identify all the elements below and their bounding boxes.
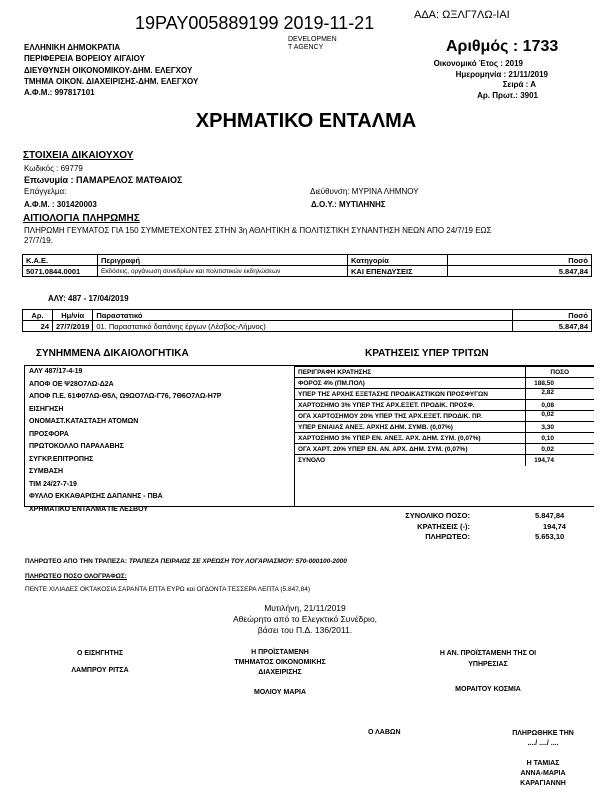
- stamp-line: DEVELOPMEN: [288, 36, 337, 43]
- col-document: Παραστατικό: [93, 310, 513, 321]
- fiscal-year: Οικονομικό Έτος : 2019: [433, 59, 523, 68]
- col-withholding-amount: ΠΟΣΟ: [525, 367, 594, 378]
- cell-date: 27/7/2019: [53, 321, 93, 332]
- table-header-row: [295, 367, 594, 378]
- beneficiary-name: Επωνυμία : ΠΑΜΑΡΕΛΟΣ ΜΑΤΘΑΙΟΣ: [24, 175, 183, 185]
- col-category: Κατηγορία: [348, 255, 448, 266]
- signature-title: Ο ΕΙΣΗΓΗΤΗΣ: [76, 650, 124, 657]
- cell-kae: 5071.0844.0001: [23, 266, 98, 277]
- total-value: 5.653,10: [535, 532, 565, 541]
- agency-stamp: [288, 36, 337, 52]
- org-line: Α.Φ.Μ.: 997817101: [24, 88, 95, 98]
- withholding-desc: ΧΑΡΤΟΣΗΜΟ 3% ΥΠΕΡ ΕΝ. ΑΝΕΞ. ΑΡΧ. ΔΗΜ. ΣΥΜ. (0,07%): [295, 433, 525, 444]
- amount-words-heading: ΠΛΗΡΩΤΕΟ ΠΟΣΟ ΟΛΟΓΡΑΦΩΣ:: [25, 573, 127, 580]
- signature-rapporteur: [40, 648, 160, 676]
- table-row: [295, 411, 594, 422]
- beneficiary-address: Διεύθυνση: ΜΥΡΙΝΑ ΛΗΜΝΟΥ: [310, 187, 419, 196]
- beneficiary-code: Κωδικός : 69779: [24, 164, 83, 173]
- col-amount: Ποσό: [448, 255, 592, 266]
- place-date: Μυτιλήνη, 21/11/2019: [264, 603, 346, 613]
- beneficiary-afm: Α.Φ.Μ. : 301420003: [24, 200, 97, 209]
- bank-value: ΤΡΑΠΕΖΑ ΠΕΙΡΑΙΩΣ ΣΕ ΧΡΕΩΣΗ ΤΟΥ ΛΟΓΑΡΙΑΣΜΟΥ: 570-000100-2000: [128, 558, 347, 565]
- org-line: ΔΙΕΥΘΥΝΣΗ ΟΙΚΟΝΟΜΙΚΟΥ-ΔΗΜ. ΕΛΕΓΧΟΥ: [24, 65, 193, 75]
- attached-list: [24, 365, 296, 513]
- withholding-amount: 2,82: [525, 389, 594, 400]
- list-item: ΣΥΓΚΡ.ΕΠΙΤΡΟΠΗΣ: [29, 455, 94, 463]
- total-label: ΣΥΝΟΛΙΚΟ ΠΟΣΟ:: [405, 511, 470, 520]
- table-row: [295, 389, 594, 400]
- table-row: [295, 422, 594, 433]
- kae-table: [22, 254, 592, 277]
- paid-date: ..../ ..../ ....: [527, 740, 559, 747]
- signature-title: ΤΜΗΜΑΤΟΣ ΟΙΚΟΝΟΜΙΚΗΣ: [234, 659, 326, 666]
- withholdings-row: [370, 522, 570, 533]
- withholding-desc: ΥΠΕΡ ΕΝΙΑΙΑΣ ΑΝΕΞ. ΑΡΧΗΣ ΔΗΜ. ΣΥΜΒ. (0,07%): [295, 422, 525, 433]
- list-item: ΑΠΟΦ Π.Ε. 61Φ07ΛΩ-Θ5Λ, Ω9ΩΟ7ΛΩ-Γ76, 7Θ6Ο7ΛΩ-Η7Ρ: [29, 393, 222, 400]
- withholding-total: 194,74: [525, 455, 594, 466]
- warrant-date: Ημερομηνία : 21/11/2019: [455, 69, 548, 79]
- withholdings-table: [295, 366, 594, 466]
- cell-amount: 5.847,84: [448, 266, 592, 277]
- cell-number: 24: [23, 321, 53, 332]
- list-item: ΑΛΥ 487/17-4-19: [29, 368, 83, 375]
- total-label: ΚΡΑΤΗΣΕΙΣ (-):: [417, 521, 470, 531]
- cell-amount: 5.847,84: [513, 321, 592, 332]
- list-item: ΤΙΜ 24/27-7-19: [29, 480, 77, 488]
- attached-heading: ΣΥΝΗΜΜΕΝΑ ΔΙΚΑΙΟΛΟΓΗΤΙΚΑ: [36, 348, 189, 359]
- place-date-block: [200, 603, 410, 636]
- withholding-amount: 0,02: [525, 411, 594, 422]
- justification-text-cont: 27/7/19.: [24, 236, 53, 245]
- table-row: [295, 433, 594, 444]
- withholding-total-label: ΣΥΝΟΛΟ: [295, 455, 525, 466]
- table-row: [295, 378, 594, 389]
- withholdings-box: [294, 365, 594, 507]
- receiver-label: Ο ΛΑΒΩΝ: [368, 729, 401, 736]
- col-amount: Ποσό: [513, 310, 592, 321]
- list-item: ΦΥΛΛΟ ΕΚΚΑΘΑΡΙΣΗΣ ΔΑΠΑΝΗΣ - ΠΒΑ: [29, 493, 163, 500]
- withholding-amount: 3,30: [525, 422, 594, 433]
- table-header-row: [23, 310, 592, 321]
- beneficiary-profession: Επάγγελμα:: [24, 187, 67, 196]
- withholding-desc: ΥΠΕΡ ΤΗΣ ΑΡΧΗΣ ΕΞΕΤΑΣΗΣ ΠΡΟΔΙΚΑΣΤΙΚΩΝ ΠΡΟΣΦΥΓΩΝ: [295, 389, 525, 400]
- withholding-amount: 0,02: [525, 444, 594, 455]
- cashier-name: ΑΝΝΑ-ΜΑΡΙΑ: [520, 770, 566, 777]
- signature-title: ΔΙΑΧΕΙΡΙΣΗΣ: [258, 669, 302, 676]
- bank-label: ΠΛΗΡΩΤΕΟ ΑΠΟ ΤΗΝ ΤΡΑΠΕΖΑ:: [25, 558, 127, 565]
- table-row: [295, 444, 594, 455]
- total-value: 194,74: [543, 521, 566, 531]
- page-title: ΧΡΗΜΑΤΙΚΟ ΕΝΤΑΛΜΑ: [195, 110, 417, 132]
- list-item: ΠΡΩΤΟΚΟΛΛΟ ΠΑΡΑΛΑΒΗΣ: [29, 443, 124, 450]
- table-row: [23, 321, 592, 332]
- signature-name: ΜΟΛΙΟΥ ΜΑΡΙΑ: [253, 689, 307, 696]
- cell-category: ΚΑΙ ΕΠΕΝΔΥΣΕΙΣ: [348, 266, 448, 277]
- list-item: ΠΡΟΣΦΟΡΑ: [29, 430, 69, 438]
- warrant-number: Αριθμός : 1733: [446, 38, 559, 55]
- cashier-surname: ΚΑΡΑΓΙΑΝΝΗ: [520, 780, 566, 787]
- org-line: ΕΛΛΗΝΙΚΗ ΔΗΜΟΚΡΑΤΙΑ: [24, 43, 121, 52]
- warrant-meta: [434, 59, 548, 101]
- list-item: ΧΡΗΜΑΤΙΚΟ ΕΝΤΑΛΜΑ ΠΕ ΛΕΣΒΟΥ: [29, 505, 148, 513]
- paid-label: ΠΛΗΡΩΘΗΚΕ ΤΗΝ: [512, 730, 574, 737]
- org-line: ΠΕΡΙΦΕΡΕΙΑ ΒΟΡΕΙΟΥ ΑΙΓΑΙΟΥ: [24, 54, 145, 64]
- ada-code: ΑΔΑ: ΩΞΛΓ7ΛΩ-ΙΑΙ: [414, 9, 510, 21]
- col-withholding-desc: ΠΕΡΙΓΡΑΦΗ ΚΡΑΤΗΣΗΣ: [295, 367, 525, 378]
- list-item: ΑΠΟΦ ΟΕ Ψ28Ο7ΛΩ-Δ2Α: [29, 380, 114, 388]
- list-item: ΕΙΣΗΓΗΣΗ: [29, 405, 64, 413]
- audit-note: Αθεώρητο από το Ελεγκτικό Συνέδριο,: [232, 614, 378, 624]
- withholding-desc: ΟΓΑ ΧΑΡΤ. 20% ΥΠΕΡ ΕΝ. ΑΝ. ΑΡΧ. ΔΗΜ. ΣΥΜ. (0,07%): [295, 444, 525, 455]
- payment-block: [478, 729, 608, 789]
- totals-block: [370, 511, 570, 543]
- col-date: Ημ/νία: [53, 310, 93, 321]
- table-row: [23, 266, 592, 277]
- cell-description: Εκδόσεις, οργάνωση συνεδρίων και πολιτιστικών εκδηλώσεων: [98, 266, 348, 277]
- justification-heading: ΑΙΤΙΟΛΟΓΙΑ ΠΛΗΡΩΜΗΣ: [23, 213, 140, 224]
- justification-text: ΠΛΗΡΩΜΗ ΓΕΥΜΑΤΟΣ ΓΙΑ 150 ΣΥΜΜΕΤΕΧΟΝΤΕΣ ΣΤΗΝ 3η ΑΘΛΗΤΙΚΗ & ΠΟΛΙΤΙΣΤΙΚΗ ΣΥΝΑΝΤΗΣΗ ΝΕΩΝ ΑΠΟ 24/7/19 ΕΩΣ: [24, 226, 492, 235]
- aly-reference: ΑΛΥ: 487 - 17/04/2019: [48, 294, 129, 303]
- protocol-number: Αρ. Πρωτ.: 3901: [477, 90, 538, 100]
- withholdings-heading: ΚΡΑΤΗΣΕΙΣ ΥΠΕΡ ΤΡΙΤΩΝ: [365, 348, 489, 359]
- withholding-amount: 0,08: [525, 400, 594, 411]
- signature-name: ΛΑΜΠΡΟΥ ΡΙΤΣΑ: [71, 667, 129, 674]
- bank-line: [25, 558, 347, 565]
- withholding-desc: ΧΑΡΤΟΣΗΜΟ 3% ΥΠΕΡ ΤΗΣ ΑΡΧ.ΕΞΕΤ. ΠΡΟΔΙΚ. ΠΡΟΣΦ.: [295, 400, 525, 411]
- withholding-amount: 188,50: [525, 378, 594, 389]
- signature-name: ΜΟΡΑΙΤΟΥ ΚΟΣΜΙΑ: [455, 686, 521, 693]
- col-number: Αρ.: [23, 310, 53, 321]
- stamp-line: T AGENCY: [288, 44, 324, 51]
- total-label: ΠΛΗΡΩΤΕΟ:: [425, 532, 470, 541]
- signature-title: ΥΠΗΡΕΣΙΑΣ: [468, 661, 508, 668]
- withholding-desc: ΟΓΑ ΧΑΡΤΟΣΗΜΟΥ 20% ΥΠΕΡ ΤΗΣ ΑΡΧ.ΕΞΕΤ. ΠΡΟΔΙΚ. ΠΡ.: [295, 411, 525, 422]
- cashier-title: Η ΤΑΜΙΑΣ: [526, 760, 560, 767]
- withholding-amount: 0,10: [525, 433, 594, 444]
- document-code: 19PAY005889199 2019-11-21: [135, 13, 375, 33]
- total-row: [370, 511, 570, 522]
- organization-block: [24, 42, 198, 98]
- org-line: ΤΜΗΜΑ ΟΙΚΟΝ. ΔΙΑΧΕΙΡΙΣΗΣ-ΔΗΜ. ΕΛΕΓΧΟΥ: [24, 76, 199, 86]
- beneficiary-doy: Δ.Ο.Υ.: ΜΥΤΙΛΗΝΗΣ: [311, 200, 386, 209]
- signature-head: [200, 648, 360, 698]
- list-item: ΣΥΜΒΑΣΗ: [29, 468, 64, 475]
- list-item: ΟΝΟΜΑΣΤ.ΚΑΤΑΣΤΑΣΗ ΑΤΟΜΩΝ: [29, 418, 139, 425]
- cell-document: 01. Παραστατικό δαπάνης έργων (Λέσβος-Λήμνος): [93, 321, 513, 332]
- documents-table: [22, 309, 592, 332]
- total-value: 5.847,84: [535, 511, 565, 520]
- col-description: Περιγραφή: [98, 255, 348, 266]
- amount-words: ΠΕΝΤΕ ΧΙΛΙΑΔΕΣ ΟΚΤΑΚΟΣΙΑ ΣΑΡΑΝΤΑ ΕΠΤΑ ΕΥΡΩ και ΟΓΔΟΝΤΑ ΤΕΣΣΕΡΑ ΛΕΠΤΑ (5.847,84): [25, 586, 311, 593]
- decree-note: βάσει του Π.Δ. 136/2011.: [257, 625, 353, 635]
- col-kae: Κ.Α.Ε.: [23, 255, 98, 266]
- series: Σειρά : Α: [502, 80, 536, 89]
- signature-title: Η ΠΡΟΪΣΤΑΜΕΝΗ: [251, 649, 309, 656]
- table-total-row: [295, 455, 594, 466]
- table-row: [295, 400, 594, 411]
- beneficiary-heading: ΣΤΟΙΧΕΙΑ ΔΙΚΑΙΟΥΧΟΥ: [23, 150, 134, 161]
- signature-title: Η ΑΝ. ΠΡΟΪΣΤΑΜΕΝΗ ΤΗΣ ΟΙ: [439, 650, 537, 657]
- signature-deputy: [388, 648, 588, 695]
- withholding-desc: ΦΟΡΟΣ 4% (ΠΜ.ΠΟΛ): [295, 378, 525, 389]
- payable-row: [370, 532, 570, 543]
- table-header-row: [23, 255, 592, 266]
